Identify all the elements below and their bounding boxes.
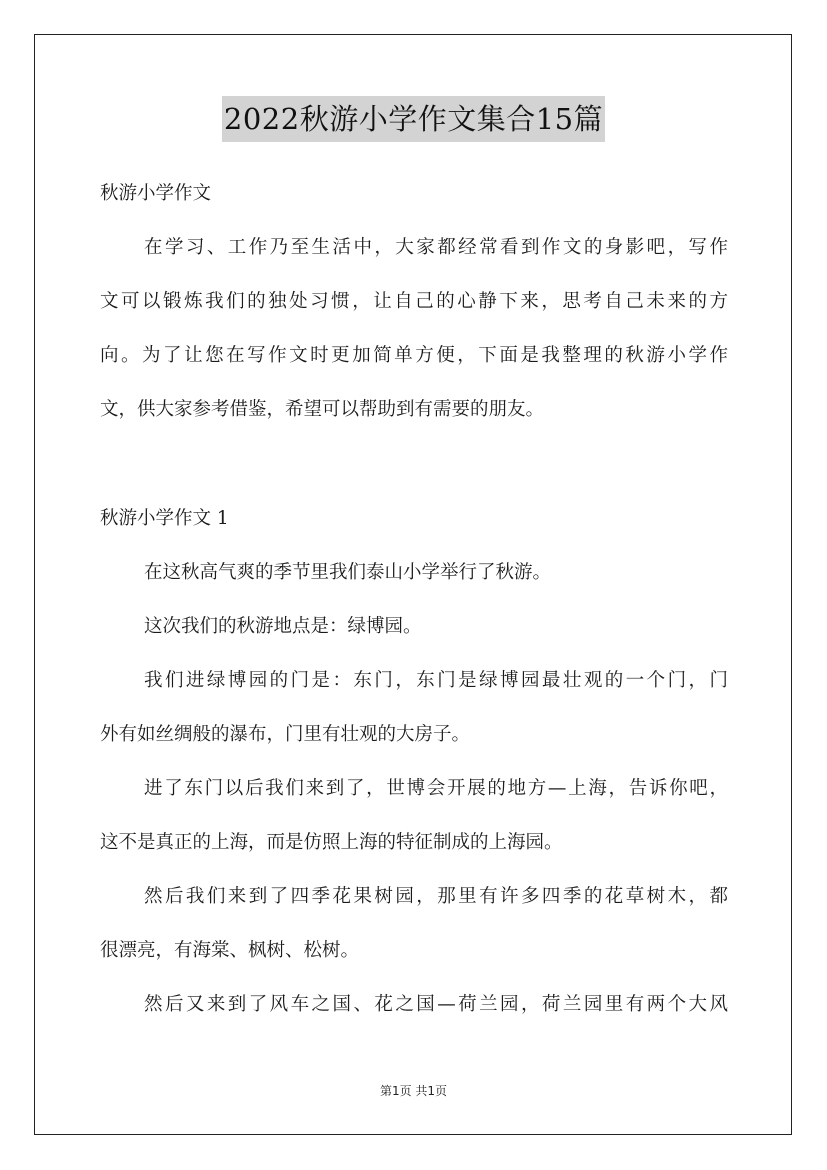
essay-line: 然后我们来到了四季花果树园，那里有许多四季的花草树木，都 xyxy=(144,886,728,907)
intro-paragraph-line: 文可以锻炼我们的独处习惯，让自己的心静下来，思考自己未来的方 xyxy=(100,291,728,312)
essay-line: 然后又来到了风车之国、花之国—荷兰园，荷兰园里有两个大风 xyxy=(144,994,728,1015)
essay-line: 在这秋高气爽的季节里我们泰山小学举行了秋游。 xyxy=(144,562,552,583)
document-title: 2022秋游小学作文集合15篇 xyxy=(222,96,605,142)
section-heading-1: 秋游小学作文 1 xyxy=(100,508,229,529)
title-container xyxy=(0,96,827,142)
section-heading-intro: 秋游小学作文 xyxy=(100,183,212,204)
essay-line: 外有如丝绸般的瀑布，门里有壮观的大房子。 xyxy=(100,724,471,745)
essay-line: 这不是真正的上海，而是仿照上海的特征制成的上海园。 xyxy=(100,832,563,853)
page-footer xyxy=(0,1082,827,1100)
essay-line: 这次我们的秋游地点是：绿博园。 xyxy=(144,616,422,637)
essay-line: 很漂亮，有海棠、枫树、松树。 xyxy=(100,940,360,961)
essay-line: 我们进绿博园的门是：东门，东门是绿博园最壮观的一个门，门 xyxy=(144,670,728,691)
intro-paragraph-line: 向。为了让您在写作文时更加简单方便，下面是我整理的秋游小学作 xyxy=(100,345,728,366)
intro-paragraph-line: 在学习、工作乃至生活中，大家都经常看到作文的身影吧，写作 xyxy=(144,237,728,258)
page-number: 第1页 共1页 xyxy=(379,1084,448,1098)
intro-paragraph-line: 文，供大家参考借鉴，希望可以帮助到有需要的朋友。 xyxy=(100,399,545,420)
essay-line: 进了东门以后我们来到了，世博会开展的地方—上海，告诉你吧， xyxy=(144,778,728,799)
